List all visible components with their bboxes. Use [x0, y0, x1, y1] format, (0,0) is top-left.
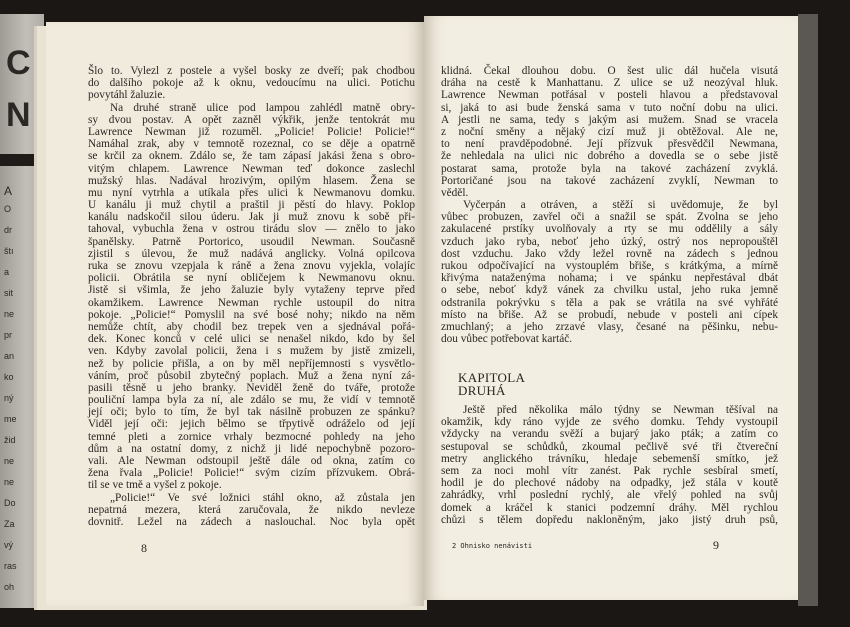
- text-line: dou vůbec potřebovat kartáč.: [441, 333, 573, 346]
- text-line: Portoričané jsou na takové zacházení zvyklí, Newman to: [441, 174, 778, 187]
- text-line: mu nyní vytrhla a utíkala přes ulici k Newmanovu domku.: [88, 186, 415, 199]
- text-line: než by policie přišla, a on by měl nepříjemnosti s vysvětlo-: [88, 357, 415, 370]
- text-line: dráha na cestě k Manhattanu. Z ulice se už neozýval hluk.: [441, 77, 778, 90]
- right-cover-edge: [798, 14, 818, 606]
- text-line: to není pravděpodobné. Její přízvuk přesvědčil Newmana,: [441, 138, 778, 151]
- text-line: postarat sama, protože byla na takové zacházení zvyklá.: [441, 162, 778, 175]
- text-line: policii. Obrátila se nyní obličejem k Newmanovu oknu.: [88, 272, 415, 285]
- text-line: ruka se znovu vzepjala k ráně a žena znovu vyjekla, volajíc: [88, 260, 415, 272]
- text-line: sestupoval se schůdků, zkoumal pečlivě své tři čtvereční: [441, 440, 778, 453]
- cover-text-fragment: me: [4, 414, 17, 424]
- text-line: hodil je do plechové nádoby na odpadky, jež stála v koutě: [441, 477, 778, 490]
- text-line: Vyčerpán a otráven, a stěží si uvědomuje, že byl: [463, 199, 778, 212]
- text-line: pouliční lampa byla za ní, ale zdálo se mu, že vidí v temnotě: [88, 394, 415, 407]
- cover-letter: N: [6, 96, 31, 134]
- cover-text-fragment: an: [4, 351, 15, 361]
- text-line: dek. Konec konců v celé ulici se nenašel nikdo, kdo by šel: [88, 333, 415, 346]
- text-line: že nehledala na ulici nic dobrého a dovedla se o sebe jistě: [441, 150, 778, 163]
- text-line: povytáhl žaluzie.: [88, 89, 166, 102]
- cover-text-fragment: A: [4, 184, 13, 198]
- cover-text-fragment: štı: [4, 246, 14, 256]
- text-line: vždycky na verandu svěží a bujarý jako pták; a zatím co: [441, 428, 778, 441]
- text-line: zakulacené prstíky uvolňovaly a rty se mu oddělily a sály: [441, 223, 778, 236]
- text-line: zahrádky, vrhl poslední rychlý, ale vřelý pohled na svůj: [441, 489, 778, 502]
- chapter-heading: [458, 371, 525, 397]
- text-line: okamžik, kdy ráno vyjde ze svého domku. Tehdy vystoupil: [441, 416, 778, 429]
- text-line: Ještě před několika málo týdny se Newman těšíval na: [463, 404, 778, 416]
- cover-text-fragment: oh: [4, 582, 15, 592]
- text-line: Na druhé straně ulice pod lampou zahlédl matně obry-: [110, 101, 415, 114]
- text-line: Lawrence Newman již rozuměl. „Policie! Policie! Policie!“: [88, 125, 415, 138]
- text-line: z noční směny a nějaký cizí muž ji obtěžoval. Ale ne,: [441, 125, 778, 138]
- text-line: „Policie!“ Ve své ložnici stáhl okno, až zůstala jen: [110, 491, 415, 504]
- cover-text-fragment: a: [4, 267, 10, 277]
- cover-text-fragment: Do: [4, 498, 16, 508]
- text-line: klidná. Čekal dlouhou dobu. O šest ulic dál hučela visutá: [441, 65, 778, 77]
- text-line: nemůže chtít, aby chodil bez trepek ven a sjednával pořá-: [88, 320, 415, 333]
- text-line: Lawrence Newman potřásal v posteli hlavou a představoval: [441, 89, 778, 102]
- text-line: tahoval, vybuchla žena v ostrou tirádu slov — znělo to jako: [88, 223, 415, 236]
- cover-text-fragment: vý: [4, 540, 13, 550]
- text-line: odstranila pokrývku s těla a pak se vrátila na své vyhřáté: [441, 296, 778, 309]
- text-line: chůzi s tělem dopředu nakloněným, jako jistý druh psů,: [441, 513, 778, 526]
- text-line: do dalšího pokoje až k oknu, vedoucímu na ulici. Potichu: [88, 77, 415, 90]
- text-line: mužský hlas. Nadával hrozivým, opilým hlasem. Žena se: [88, 174, 415, 187]
- text-line: zjistil s úlevou, že muž nadává anglicky. Volná opilcova: [88, 247, 415, 260]
- text-line: sy dvou postav. A opět zazněl výkřik, jenže tentokrát mu: [88, 113, 415, 126]
- text-line: til se ve tmě a vyšel z pokoje.: [88, 479, 222, 492]
- page-number-right: 9: [713, 538, 719, 552]
- text-line: žena řvala „Policie! Policie!“ svým cizím přízvukem. Obrá-: [88, 467, 415, 480]
- text-line: vůbec probuzen, zavřel oči a snažil se spát. Zvolna se jeho: [441, 211, 778, 224]
- text-line: křivýma nataženýma nohama; i ve spánku nepřestával dbát: [441, 272, 778, 285]
- text-line: ven. Kdyby zavolal policii, žena i s mužem by jistě zmizeli,: [88, 345, 415, 358]
- text-line: Jistě si všimla, že jeho žaluzie byly vytaženy teprve před: [88, 284, 415, 297]
- text-line: španělsky. Patrně Portorico, usoudil Newman. Současně: [88, 235, 415, 248]
- text-line: sem za noci mohl vítr zanést. Pak rychle sesbíral smetí,: [441, 464, 778, 477]
- text-line: její oči; bylo to tím, že byl tak násilně probuzen ze spánku?: [88, 406, 415, 419]
- text-line: temné pleti a zornice vrhaly bezmocné pohledy na jeho: [88, 430, 415, 443]
- text-line: vitým chlapem. Lawrence Newman teď dokonce zaslechl: [88, 162, 415, 175]
- cover-text-fragment: ras: [4, 561, 17, 571]
- text-line: nepatrná mezera, která zaručovala, že nikdo nevleze: [88, 503, 415, 516]
- text-line: dovnitř. Ležel na zádech a naslouchal. Noc byla opět: [88, 515, 415, 528]
- text-line: metry anglického trávníku, hledaje sebemenší smítko, jež: [441, 452, 778, 465]
- cover-text-fragment: dr: [4, 225, 13, 235]
- text-line: váním, proč působil zbytečný poplach. Muž a žena nyní zá-: [88, 369, 415, 382]
- cover-letter: C: [6, 44, 31, 82]
- text-line: věděl.: [441, 186, 469, 199]
- text-line: se krčil za oknem. Zdálo se, že tam zápasí jakási žena s obro-: [88, 150, 415, 163]
- text-line: dům a na ostatní domy, z nichž ji lidé nepochybně pozoro-: [88, 442, 415, 455]
- cover-text-fragment: sit: [4, 288, 13, 298]
- chapter-heading-line1: KAPITOLA: [458, 370, 526, 385]
- text-line: dost vzduchu. Jako vždy ležel rovně na zádech s jednou: [441, 247, 778, 260]
- text-line: Viděl její oči: jejich bělmo se třpytivě odráželo od její: [88, 418, 415, 431]
- cover-text-fragment: žid: [4, 435, 16, 445]
- text-line: okamžikem. Lawrence Newman rychle ustoupil do nitra: [88, 296, 415, 309]
- text-line: o sebe, neboť když vánek za chvilku ustal, jeho ruka jemně: [441, 284, 778, 297]
- chapter-heading-line2: DRUHÁ: [458, 383, 506, 398]
- text-line: kanálu nadskočil silou úderu. Jak ji muž znovu k sobě při-: [88, 211, 415, 224]
- page-number-left: 8: [141, 541, 147, 555]
- text-line: místo na břiše. Až se probudí, nebude v posteli ani cípek: [441, 308, 778, 321]
- cover-text-fragment: ne: [4, 477, 15, 487]
- text-line: zmuchlaný; a jeho zrzavé vlasy, česané na pěšinku, nebu-: [441, 320, 778, 333]
- chapter-text: [441, 404, 778, 526]
- text-line: vzduch jako ryba, neboť jeho úzký, ostrý nos nepropouštěl: [441, 235, 778, 248]
- text-line: Šlo to. Vylezl z postele a vyšel bosky ze dveří; pak chodbou: [88, 65, 415, 77]
- cover-text-fragment: ne: [4, 456, 15, 466]
- text-line: domek a kráčel k stanici podzemní dráhy. Měl rychlou: [441, 501, 778, 514]
- cover-text-fragment: O: [4, 204, 12, 214]
- signature-line: 2 Ohnisko nenávisti: [452, 542, 533, 550]
- cover-text-fragment: pr: [4, 330, 13, 340]
- text-line: vali. Ale Newman odstoupil ještě dále od okna, zatím co: [88, 455, 415, 467]
- cover-text-fragment: Za: [4, 519, 15, 529]
- cover-text-fragment: ko: [4, 372, 14, 382]
- right-page-text: [441, 65, 778, 345]
- text-line: pokoje. „Policie!“ Pomyslil na své bosé nohy; nikdo na něm: [88, 308, 415, 321]
- text-line: A jestli ne sama, tedy s jakým asi mužem. Snad se vracela: [441, 113, 778, 126]
- left-page-text: [88, 65, 415, 528]
- text-line: pasili těsně u jeho branky. Neviděl ženě do tváře, protože: [88, 381, 415, 394]
- text-line: U kanálu ji muž chytil a praštil ji pěstí do hlavy. Poklop: [88, 199, 415, 212]
- text-line: rukou odpočívající na vystouplém břiše, s krátkýma, a mírně: [441, 260, 778, 272]
- cover-text-fragment: ný: [4, 393, 14, 403]
- text-line: Namáhal zrak, aby v temnotě rozeznal, co se děje a opatrně: [88, 138, 415, 151]
- text-line: si, jaká to asi bude ženská sama v tuto noční dobu na ulici.: [441, 101, 778, 114]
- cover-text-fragment: ne: [4, 309, 15, 319]
